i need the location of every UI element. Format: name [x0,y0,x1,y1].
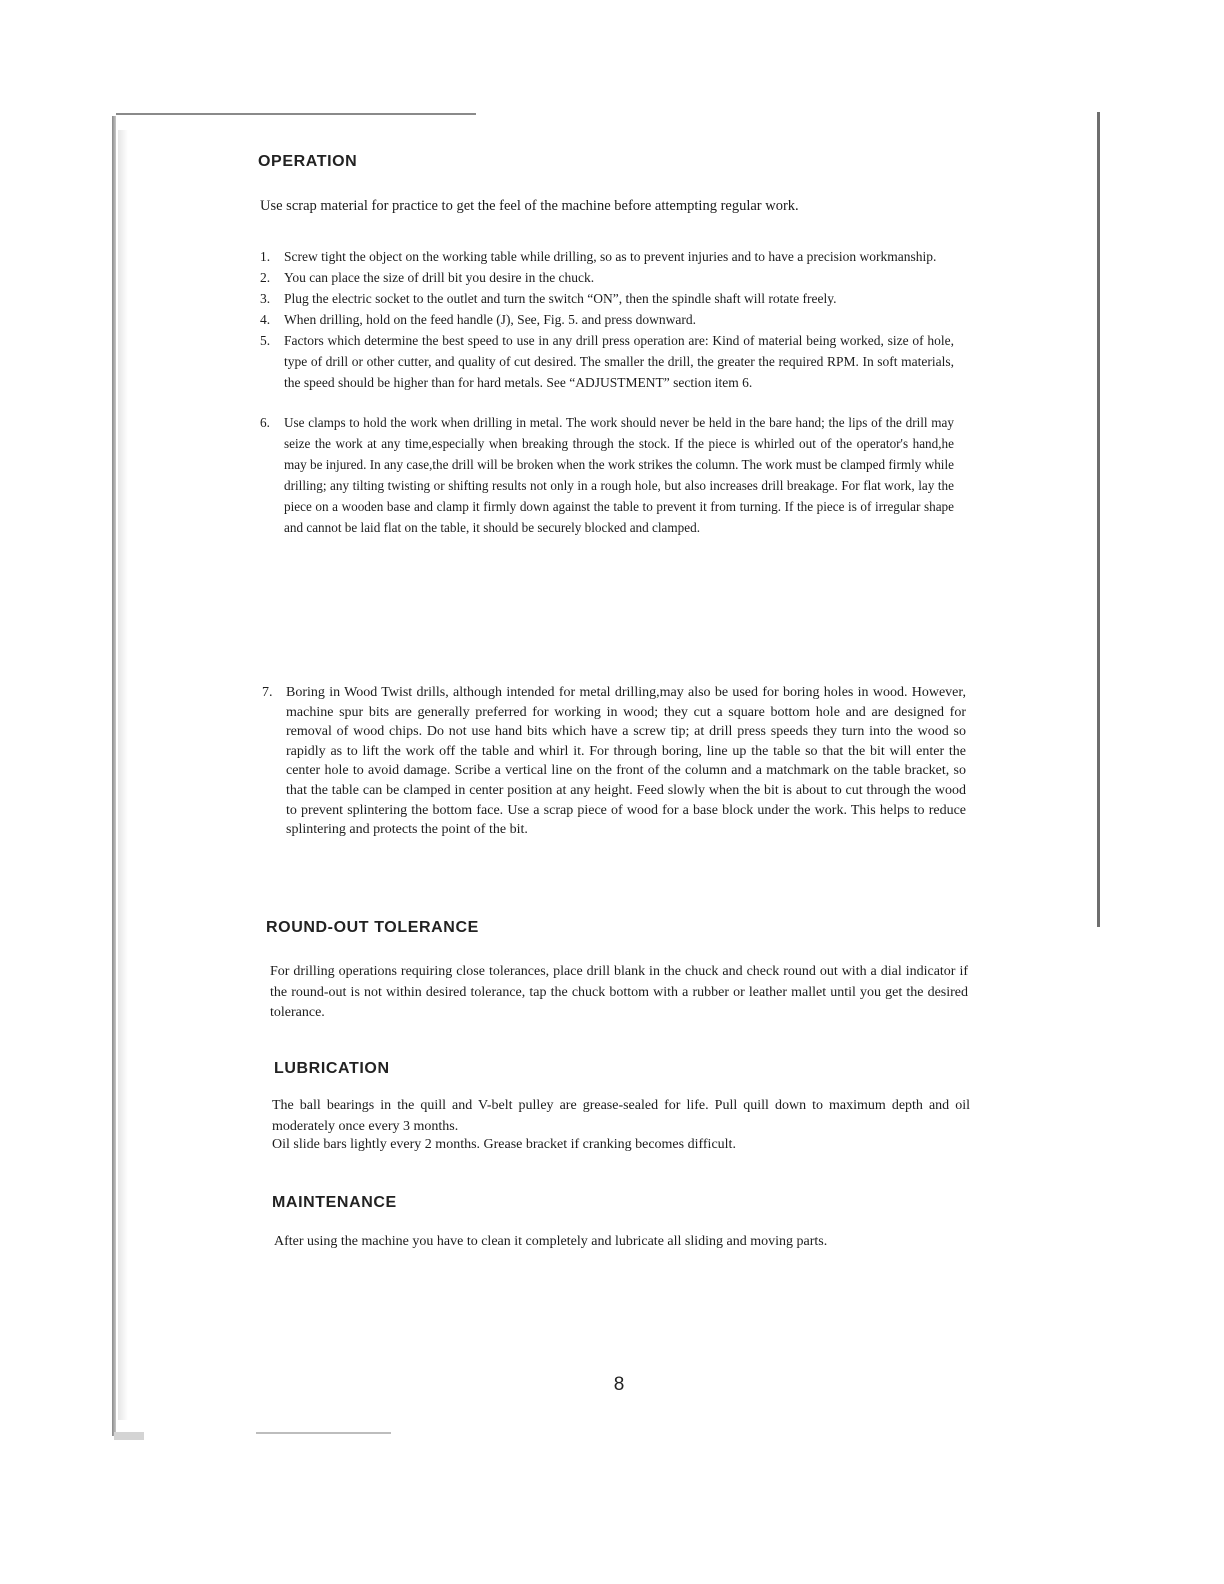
step-number: 7. [262,685,273,700]
operation-intro: Use scrap material for practice to get the feel of the machine before attempting regular work. [260,198,799,214]
step-text: Factors which determine the best speed to use in any drill press operation are: Kind of material being worked, size of hole, type of drill or other cutter, and quality of cut desired. The smaller the drill, the greater the required RPM. In soft materials, the speed should be higher than for hard metals. See “ADJUSTMENT” section item 6. [284,333,954,390]
maintenance-heading: MAINTENANCE [272,1194,397,1211]
operation-step [260,246,954,267]
operation-step [260,330,954,393]
step-number: 3. [260,291,271,306]
lubrication-text-2: Oil slide bars lightly every 2 months. Grease bracket if cranking becomes difficult. [272,1137,736,1152]
operation-step [260,309,954,330]
lubrication-text-1: The ball bearings in the quill and V-belt pulley are grease-sealed for life. Pull quill down to maximum depth and oil moderately once every 3 months. [272,1098,970,1134]
lubrication-heading: LUBRICATION [274,1060,390,1077]
page-number: 8 [613,1374,625,1395]
step-text: Boring in Wood Twist drills, although intended for metal drilling,may also be used for boring holes in wood. However, machine spur bits are generally preferred for working in wood; they cut a square bottom hole and are designed for removal of wood chips. Do not use hand bits which have a screw tip; at drill press speeds they turn into the wood so rapidly as to lift the work off the table and whirl it. For through boring, line up the table so that the bit will enter the center hole to avoid damage. Scribe a vertical line on the front of the column and a matchmark on the table bracket, so that the table can be clamped in center position at any height. Feed slowly when the bit is about to cut through the wood to prevent splintering the bottom face. Use a scrap piece of wood for a base block under the work. This helps to reduce splintering and protects the point of the bit. [286,685,966,838]
step-text: When drilling, hold on the feed handle (J), See, Fig. 5. and press downward. [284,312,697,327]
operation-steps-list [260,246,954,538]
maintenance-text: After using the machine you have to clean it completely and lubricate all sliding and moving parts. [274,1234,828,1249]
step-number: 1. [260,249,271,264]
round-out-heading: ROUND-OUT TOLERANCE [266,919,479,936]
scan-edge-bottom [114,1432,144,1440]
scan-edge-left [112,116,116,1436]
operation-step [262,683,966,840]
operation-step [260,288,954,309]
step-number: 4. [260,312,271,327]
step-text: Plug the electric socket to the outlet and turn the switch “ON”, then the spindle shaft will rotate freely. [284,291,837,306]
scan-edge-bottom-line [256,1432,391,1434]
step-text: You can place the size of drill bit you desire in the chuck. [284,270,595,285]
operation-heading: OPERATION [258,153,358,170]
round-out-text: For drilling operations requiring close tolerances, place drill blank in the chuck and check round out with a dial indicator if the round-out is not within desired tolerance, tap the chuck bottom with a rubber or leather mallet until you get the desired tolerance. [270,964,968,1020]
scan-edge-left-shadow [118,130,128,1420]
operation-step-7-list [262,683,966,840]
step-number: 6. [260,415,270,430]
step-text: Use clamps to hold the work when drilling in metal. The work should never be held in the bare hand; the lips of the drill may seize the work at any time,especially when breaking through the stock. If the piece is whirled out of the operator's hand,he may be injured. In any case,the drill will be broken when the work strikes the column. The work must be clamped firmly while drilling; any tilting twisting or shifting results not only in a rough hole, but also increases drill breakage. For flat work, lay the piece on a wooden base and clamp it firmly down against the table to prevent it from turning. If the piece is of irregular shape and cannot be laid flat on the table, it should be securely blocked and clamped. [284,415,954,535]
step-number: 2. [260,270,271,285]
step-text: Screw tight the object on the working table while drilling, so as to prevent injuries and to have a precision workmanship. [284,249,937,264]
operation-step [260,267,954,288]
operation-step [260,412,954,538]
step-number: 5. [260,333,271,348]
scan-edge-right [1097,112,1100,927]
scan-edge-top [116,113,476,115]
